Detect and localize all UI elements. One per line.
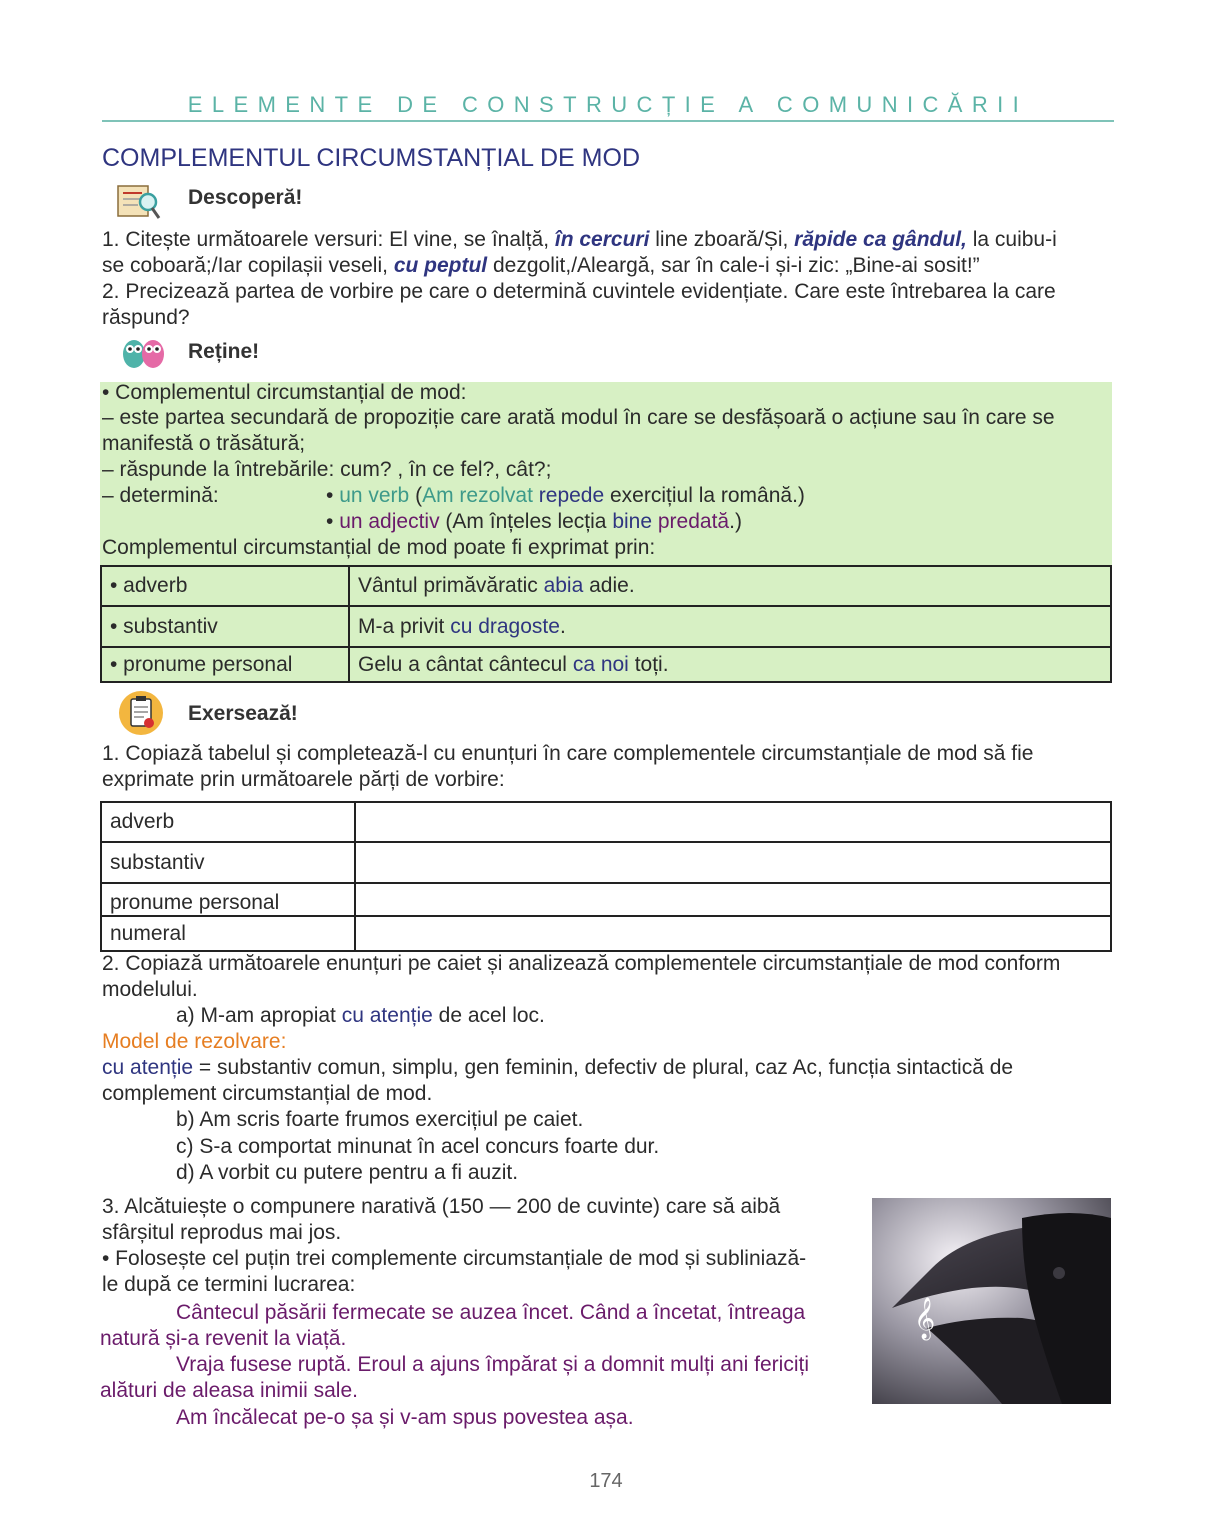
- header-divider: [102, 120, 1114, 122]
- discover-question-1-line-2: se coboară;/Iar copilașii veseli, cu peptul dezgolit,/Aleargă, sar în cale-i și-i zic: „Bine-ai sosit!”: [102, 254, 980, 277]
- rule-line: – determină:: [102, 484, 219, 507]
- highlight-phrase: răpide ca gândul,: [794, 228, 967, 251]
- table-cell: pronume personal: [101, 883, 355, 916]
- story-ending: alături de aleasa inimii sale.: [100, 1379, 358, 1402]
- table-cell: adverb: [101, 802, 355, 842]
- table-row: [101, 916, 1111, 951]
- table-row: [101, 647, 1111, 682]
- table-cell: numeral: [101, 916, 355, 951]
- table-cell: • substantiv: [101, 606, 349, 647]
- determines-verb: • un verb (Am rezolvat repede exercițiul la română.): [326, 484, 805, 507]
- section-header: ELEMENTE DE CONSTRUCȚIE A COMUNICĂRII: [187, 92, 1029, 117]
- story-ending: Am încălecat pe-o șa și v-am spus povestea așa.: [176, 1406, 634, 1429]
- rule-line: manifestă o trăsătură;: [102, 432, 306, 455]
- expression-table: [100, 565, 1112, 683]
- table-cell: M-a privit cu dragoste.: [349, 606, 1111, 647]
- rule-line: – este partea secundară de propoziție care arată modul în care se desfășoară o acțiune sau în care se: [102, 406, 1055, 429]
- table-cell: • pronume personal: [101, 647, 349, 682]
- table-row: [101, 566, 1111, 606]
- table-cell: Gelu a cântat cântecul ca noi toți.: [349, 647, 1111, 682]
- discover-question-2: 2. Precizează partea de vorbire pe care o determină cuvintele evidențiate. Care este întrebarea la care răspund?: [102, 280, 1056, 329]
- table-cell: Vântul primăvăratic abia adie.: [349, 566, 1111, 606]
- sentence-b: b) Am scris foarte frumos exercițiul pe caiet.: [176, 1108, 584, 1131]
- answer-cell[interactable]: [355, 916, 1111, 951]
- book-magnifier-icon: [114, 180, 164, 230]
- model-solution: cu atenție = substantiv comun, simplu, gen feminin, defectiv de plural, caz Ac, funcția sintactică de complement circumstanțial de mod.: [102, 1056, 1014, 1105]
- treble-clef-icon: [914, 1297, 935, 1340]
- exercise-table: [100, 801, 1112, 952]
- exercise-question-1: 1. Copiază tabelul și completează-l cu enunțuri în care complementele circumstanțiale de mod să fie exprimate prin următoarele părți de vorbire:: [102, 742, 1034, 791]
- remember-heading: Reține!: [188, 340, 260, 363]
- answer-cell[interactable]: [355, 883, 1111, 916]
- exercise-question-3: 3. Alcătuiește o compunere narativă (150 — 200 de cuvinte) care să aibă: [102, 1195, 781, 1218]
- sentence-a: a) M-am apropiat cu atenție de acel loc.: [176, 1004, 545, 1027]
- answer-cell[interactable]: [355, 842, 1111, 883]
- clipboard-icon: [118, 690, 164, 742]
- rule-line: Complementul circumstanțial de mod poate fi exprimat prin:: [102, 536, 656, 559]
- sentence-c: c) S-a comportat minunat în acel concurs foarte dur.: [176, 1135, 660, 1158]
- table-row: [101, 802, 1111, 842]
- exercise-heading: Exersează!: [188, 702, 298, 725]
- raven-photo: [872, 1198, 1111, 1404]
- story-ending: Cântecul păsării fermecate se auzea încet. Când a încetat, întreaga: [176, 1301, 806, 1324]
- answer-cell[interactable]: [355, 802, 1111, 842]
- sentence-d: d) A vorbit cu putere pentru a fi auzit.: [176, 1161, 519, 1184]
- table-cell: • adverb: [101, 566, 349, 606]
- page-number: 174: [589, 1470, 623, 1492]
- table-row: [101, 842, 1111, 883]
- story-ending: natură și-a revenit la viață.: [100, 1327, 347, 1350]
- story-ending: Vraja fusese ruptă. Eroul a ajuns împărat și a domnit mulți ani fericiți: [176, 1353, 810, 1376]
- table-row: [101, 883, 1111, 916]
- svg-text:𝄞: 𝄞: [914, 1298, 936, 1339]
- rule-line: – răspunde la întrebările: cum? , în ce fel?, cât?;: [102, 458, 552, 481]
- exercise-question-2: 2. Copiază următoarele enunțuri pe caiet și analizează complementele circumstanțiale de mod conform modelului.: [102, 952, 1061, 1001]
- model-label: Model de rezolvare:: [102, 1030, 287, 1053]
- discover-question-1-line-1: 1. Citește următoarele versuri: El vine, se înalță, în cercuri line zboară/Și, răpide ca gândul, la cuibu-i: [102, 228, 1057, 251]
- table-cell: substantiv: [101, 842, 355, 883]
- lesson-title: COMPLEMENTUL CIRCUMSTANȚIAL DE MOD: [102, 144, 641, 172]
- owls-icon: [120, 332, 166, 378]
- table-row: [101, 606, 1111, 647]
- exercise-question-3: • Folosește cel puțin trei complemente circumstanțiale de mod și subliniază-: [102, 1247, 807, 1270]
- discover-heading: Descoperă!: [188, 186, 303, 209]
- exercise-question-3: le după ce termini lucrarea:: [102, 1273, 356, 1296]
- highlight-phrase: în cercuri: [554, 228, 650, 251]
- exercise-question-3: sfârșitul reprodus mai jos.: [102, 1221, 342, 1244]
- highlight-phrase: cu peptul: [393, 254, 488, 277]
- determines-adjective: • un adjectiv (Am înțeles lecția bine predată.): [326, 510, 742, 533]
- rule-line: • Complementul circumstanțial de mod:: [102, 381, 467, 404]
